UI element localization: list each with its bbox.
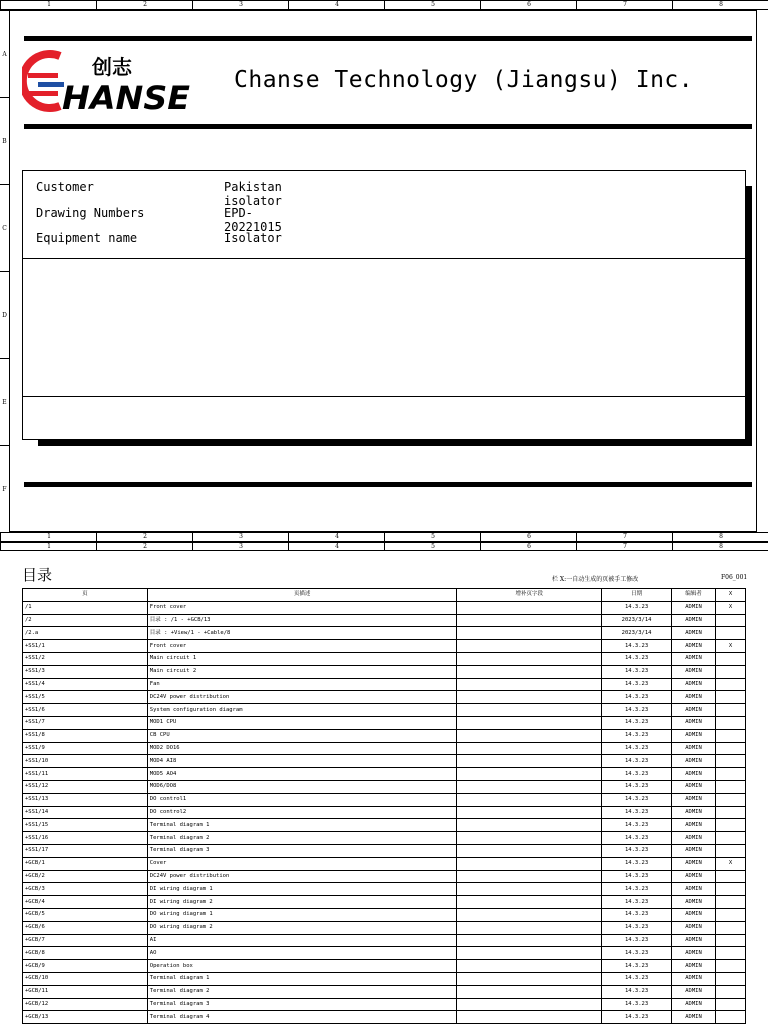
toc-cell: ADMIN (672, 729, 716, 742)
info-divider-2 (23, 396, 745, 397)
toc-cell: 14.3.23 (602, 806, 672, 819)
toc-cell: Terminal diagram 1 (147, 819, 457, 832)
toc-cell: 14.3.23 (602, 883, 672, 896)
customer-value: Pakistan isolator (224, 180, 282, 208)
toc-cell (457, 729, 602, 742)
toc-ruler (0, 542, 768, 551)
ruler-label: 6 (480, 1, 577, 9)
ruler-label: 7 (576, 543, 673, 551)
toc-cell: +GCB/6 (23, 921, 148, 934)
toc-cell (716, 768, 746, 781)
toc-cell (716, 972, 746, 985)
toc-cell: 14.3.23 (602, 896, 672, 909)
toc-cell: MOD6/DO8 (147, 780, 457, 793)
toc-cell: Terminal diagram 2 (147, 985, 457, 998)
toc-cell: +SS1/3 (23, 665, 148, 678)
toc-cell (457, 704, 602, 717)
toc-cell: +GCB/10 (23, 972, 148, 985)
toc-cell: +SS1/16 (23, 832, 148, 845)
top-ruler (0, 0, 768, 10)
toc-cell: ADMIN (672, 857, 716, 870)
toc-cell (716, 908, 746, 921)
toc-sheet (0, 542, 768, 1024)
toc-cell: MOD4 AI8 (147, 755, 457, 768)
toc-row[interactable] (23, 844, 746, 857)
toc-cell (457, 883, 602, 896)
toc-cell (457, 934, 602, 947)
toc-cell: MOD2 DO16 (147, 742, 457, 755)
toc-cell: 目录 : +View/1 - +Cable/8 (147, 627, 457, 640)
toc-cell: 14.3.23 (602, 908, 672, 921)
toc-header-cell: 页描述 (147, 589, 457, 602)
side-ruler-label: E (0, 358, 9, 446)
toc-cell (457, 857, 602, 870)
equipment-value: Isolator (224, 231, 282, 245)
toc-cell: AI (147, 934, 457, 947)
toc-cell (716, 832, 746, 845)
toc-cell (457, 601, 602, 614)
toc-cell: 14.3.23 (602, 755, 672, 768)
toc-cell: Terminal diagram 4 (147, 1011, 457, 1024)
toc-cell: ADMIN (672, 921, 716, 934)
toc-row[interactable] (23, 742, 746, 755)
toc-cell: +GCB/11 (23, 985, 148, 998)
toc-cell: Operation box (147, 960, 457, 973)
toc-row[interactable] (23, 832, 746, 845)
toc-cell: DI wiring diagram 1 (147, 883, 457, 896)
toc-cell: CB CPU (147, 729, 457, 742)
toc-row[interactable] (23, 1011, 746, 1024)
toc-cell: DO control2 (147, 806, 457, 819)
toc-cell: 14.3.23 (602, 716, 672, 729)
toc-cell: ADMIN (672, 883, 716, 896)
toc-cell: ADMIN (672, 793, 716, 806)
toc-cell (457, 806, 602, 819)
toc-cell: X (716, 601, 746, 614)
toc-row[interactable] (23, 716, 746, 729)
equipment-row (36, 231, 282, 245)
toc-cell: ADMIN (672, 908, 716, 921)
toc-row[interactable] (23, 780, 746, 793)
toc-cell (457, 832, 602, 845)
toc-cell: ADMIN (672, 704, 716, 717)
toc-cell: +GCB/3 (23, 883, 148, 896)
toc-cell (457, 640, 602, 653)
toc-cell (457, 652, 602, 665)
toc-cell: Main circuit 1 (147, 652, 457, 665)
toc-cell (457, 665, 602, 678)
top-rule (24, 36, 752, 41)
toc-row[interactable] (23, 985, 746, 998)
ruler-label: 5 (384, 533, 481, 541)
ruler-label: 6 (480, 543, 577, 551)
ruler-label: 8 (672, 533, 768, 541)
toc-cell (716, 883, 746, 896)
toc-row[interactable] (23, 896, 746, 909)
toc-cell: 14.3.23 (602, 947, 672, 960)
ruler-label: 5 (384, 543, 481, 551)
toc-cell: ADMIN (672, 768, 716, 781)
ruler-label: 2 (96, 543, 193, 551)
toc-header-cell: 日期 (602, 589, 672, 602)
toc-row[interactable] (23, 768, 746, 781)
toc-cell: +SS1/2 (23, 652, 148, 665)
toc-cell: +SS1/9 (23, 742, 148, 755)
toc-cell (457, 780, 602, 793)
toc-cell: ADMIN (672, 998, 716, 1011)
toc-row[interactable] (23, 652, 746, 665)
toc-cell: 14.3.23 (602, 832, 672, 845)
toc-cell: Terminal diagram 2 (147, 832, 457, 845)
toc-cell: 14.3.23 (602, 665, 672, 678)
toc-cell (716, 819, 746, 832)
toc-cell: 14.3.23 (602, 985, 672, 998)
toc-cell: ADMIN (672, 614, 716, 627)
customer-label: Customer (36, 180, 94, 194)
logo-chinese: 创志 (92, 55, 132, 79)
toc-cell: Main circuit 2 (147, 665, 457, 678)
toc-cell (716, 921, 746, 934)
toc-cell: DO wiring diagram 2 (147, 921, 457, 934)
toc-cell: 14.3.23 (602, 819, 672, 832)
toc-cell: +SS1/14 (23, 806, 148, 819)
toc-cell: 2023/3/14 (602, 614, 672, 627)
toc-row[interactable] (23, 870, 746, 883)
toc-cell: ADMIN (672, 985, 716, 998)
toc-cell: ADMIN (672, 652, 716, 665)
toc-cell: +GCB/13 (23, 1011, 148, 1024)
ruler-label: 8 (672, 543, 768, 551)
toc-cell: 14.3.23 (602, 742, 672, 755)
toc-row[interactable] (23, 691, 746, 704)
drawing-number-row (36, 206, 282, 234)
toc-cell: ADMIN (672, 742, 716, 755)
toc-cell: ADMIN (672, 678, 716, 691)
toc-cell (716, 934, 746, 947)
toc-cell: +SS1/12 (23, 780, 148, 793)
info-box (22, 170, 746, 440)
toc-cell (457, 908, 602, 921)
toc-row[interactable] (23, 678, 746, 691)
toc-cell (457, 998, 602, 1011)
toc-cell: +SS1/10 (23, 755, 148, 768)
toc-cell: +SS1/4 (23, 678, 148, 691)
toc-cell (716, 896, 746, 909)
toc-cell (457, 768, 602, 781)
toc-row[interactable] (23, 665, 746, 678)
toc-cell: X (716, 640, 746, 653)
toc-cell: DO control1 (147, 793, 457, 806)
toc-cell (716, 691, 746, 704)
equipment-label: Equipment name (36, 231, 138, 245)
ruler-label: 8 (672, 1, 768, 9)
logo-latin: HANSE (62, 79, 191, 114)
toc-cell: ADMIN (672, 934, 716, 947)
ruler-label: 3 (192, 543, 289, 551)
toc-cell: +SS1/7 (23, 716, 148, 729)
toc-row[interactable] (23, 947, 746, 960)
toc-cell: ADMIN (672, 947, 716, 960)
mid-rule (24, 124, 752, 129)
toc-body (23, 601, 746, 1023)
toc-cell (457, 614, 602, 627)
side-ruler-label: C (0, 184, 9, 272)
toc-cell: X (716, 857, 746, 870)
toc-cell: DC24V power distribution (147, 870, 457, 883)
toc-row[interactable] (23, 601, 746, 614)
toc-cell: +SS1/5 (23, 691, 148, 704)
company-name: Chanse Technology (Jiangsu) Inc. (234, 67, 694, 93)
toc-cell: ADMIN (672, 972, 716, 985)
toc-cell: +GCB/2 (23, 870, 148, 883)
toc-cell (716, 998, 746, 1011)
toc-row[interactable] (23, 883, 746, 896)
toc-cell (716, 844, 746, 857)
toc-cell: MOD5 AO4 (147, 768, 457, 781)
toc-cell: ADMIN (672, 960, 716, 973)
toc-cell: +GCB/8 (23, 947, 148, 960)
toc-header-cell: X (716, 589, 746, 602)
toc-cell (457, 960, 602, 973)
toc-cell: 14.3.23 (602, 793, 672, 806)
toc-cell: ADMIN (672, 755, 716, 768)
ruler-label: 7 (576, 533, 673, 541)
toc-row[interactable] (23, 614, 746, 627)
toc-cell: ADMIN (672, 896, 716, 909)
ruler-label: 3 (192, 533, 289, 541)
toc-cell: 14.3.23 (602, 768, 672, 781)
toc-row[interactable] (23, 640, 746, 653)
toc-cell: /1 (23, 601, 148, 614)
toc-cell (716, 665, 746, 678)
ruler-label: 4 (288, 1, 385, 9)
toc-cell: 14.3.23 (602, 601, 672, 614)
toc-row[interactable] (23, 934, 746, 947)
toc-cell: 14.3.23 (602, 691, 672, 704)
toc-cell: +GCB/1 (23, 857, 148, 870)
toc-code: F06_001 (721, 574, 748, 581)
chanse-logo (22, 48, 194, 114)
info-divider-1 (23, 258, 745, 259)
toc-cell: Cover (147, 857, 457, 870)
toc-cell: /2.a (23, 627, 148, 640)
toc-cell (716, 742, 746, 755)
toc-cell: ADMIN (672, 806, 716, 819)
toc-cell (457, 793, 602, 806)
toc-cell (716, 947, 746, 960)
toc-cell (457, 896, 602, 909)
ruler-label: 6 (480, 533, 577, 541)
toc-cell: DI wiring diagram 2 (147, 896, 457, 909)
toc-cell (457, 921, 602, 934)
toc-cell (716, 1011, 746, 1024)
toc-cell: +SS1/8 (23, 729, 148, 742)
toc-cell: 目录 : /1 - +GCB/13 (147, 614, 457, 627)
toc-cell (457, 985, 602, 998)
side-ruler-label: A (0, 10, 9, 98)
toc-cell (457, 819, 602, 832)
toc-cell: DO wiring diagram 1 (147, 908, 457, 921)
toc-row[interactable] (23, 819, 746, 832)
toc-cell: 14.3.23 (602, 921, 672, 934)
toc-cell: +SS1/17 (23, 844, 148, 857)
toc-cell (716, 870, 746, 883)
toc-cell (716, 806, 746, 819)
toc-cell: ADMIN (672, 665, 716, 678)
toc-cell: Terminal diagram 3 (147, 844, 457, 857)
toc-cell (457, 627, 602, 640)
toc-row[interactable] (23, 755, 746, 768)
toc-cell: 14.3.23 (602, 729, 672, 742)
toc-cell: /2 (23, 614, 148, 627)
toc-cell (457, 870, 602, 883)
toc-row[interactable] (23, 972, 746, 985)
toc-table (22, 588, 746, 1024)
toc-cell: ADMIN (672, 1011, 716, 1024)
toc-cell (716, 985, 746, 998)
toc-cell: 14.3.23 (602, 960, 672, 973)
toc-cell: 14.3.23 (602, 652, 672, 665)
ruler-label: 5 (384, 1, 481, 9)
toc-cell: 14.3.23 (602, 857, 672, 870)
toc-cell: 14.3.23 (602, 998, 672, 1011)
toc-cell: +SS1/1 (23, 640, 148, 653)
toc-cell (716, 614, 746, 627)
toc-cell (716, 652, 746, 665)
toc-cell: 14.3.23 (602, 972, 672, 985)
toc-row[interactable] (23, 857, 746, 870)
toc-cell: +GCB/12 (23, 998, 148, 1011)
toc-cell: ADMIN (672, 819, 716, 832)
toc-header-row (23, 589, 746, 602)
toc-row[interactable] (23, 627, 746, 640)
ruler-label: 4 (288, 543, 385, 551)
toc-row[interactable] (23, 704, 746, 717)
customer-row (36, 180, 282, 208)
toc-cell: +SS1/6 (23, 704, 148, 717)
ruler-label: 7 (576, 1, 673, 9)
toc-cell (457, 742, 602, 755)
drawing-number-label: Drawing Numbers (36, 206, 145, 220)
toc-cell (457, 716, 602, 729)
side-ruler-label: F (0, 445, 9, 533)
ruler-label: 4 (288, 533, 385, 541)
ruler-label: 3 (192, 1, 289, 9)
toc-row[interactable] (23, 806, 746, 819)
toc-cell (457, 947, 602, 960)
toc-cell (457, 844, 602, 857)
toc-cell (716, 729, 746, 742)
toc-cell: ADMIN (672, 640, 716, 653)
drawing-number-value: EPD-20221015 (224, 206, 282, 234)
ruler-label: 1 (0, 543, 97, 551)
toc-cell: 14.3.23 (602, 780, 672, 793)
bottom-ruler (0, 532, 768, 542)
toc-cell: AO (147, 947, 457, 960)
toc-header-cell: 编辑者 (672, 589, 716, 602)
toc-cell (457, 691, 602, 704)
toc-cell: ADMIN (672, 691, 716, 704)
toc-row[interactable] (23, 960, 746, 973)
toc-cell: +SS1/11 (23, 768, 148, 781)
toc-cell: +GCB/4 (23, 896, 148, 909)
toc-cell: ADMIN (672, 844, 716, 857)
toc-cell: Front cover (147, 601, 457, 614)
toc-cell (716, 960, 746, 973)
toc-cell: +SS1/13 (23, 793, 148, 806)
toc-cell (457, 678, 602, 691)
toc-cell: Fan (147, 678, 457, 691)
toc-cell (716, 678, 746, 691)
toc-cell: 14.3.23 (602, 678, 672, 691)
toc-cell (716, 627, 746, 640)
toc-cell (457, 755, 602, 768)
toc-cell (716, 704, 746, 717)
toc-cell (716, 780, 746, 793)
toc-cell (716, 716, 746, 729)
toc-cell: ADMIN (672, 832, 716, 845)
toc-row[interactable] (23, 908, 746, 921)
toc-cell: System configuration diagram (147, 704, 457, 717)
ruler-label: 1 (0, 1, 97, 9)
toc-cell: 2023/3/14 (602, 627, 672, 640)
side-ruler-label: B (0, 97, 9, 185)
toc-cell: Front cover (147, 640, 457, 653)
toc-cell: +SS1/15 (23, 819, 148, 832)
toc-header-cell: 页 (23, 589, 148, 602)
toc-cell: 14.3.23 (602, 640, 672, 653)
toc-cell: ADMIN (672, 716, 716, 729)
ruler-label: 1 (0, 533, 97, 541)
toc-cell: ADMIN (672, 780, 716, 793)
toc-cell: 14.3.23 (602, 704, 672, 717)
toc-cell: ADMIN (672, 627, 716, 640)
toc-header-cell: 增补页字段 (457, 589, 602, 602)
toc-cell: 14.3.23 (602, 1011, 672, 1024)
toc-cell: 14.3.23 (602, 934, 672, 947)
toc-cell (716, 755, 746, 768)
ruler-label: 2 (96, 533, 193, 541)
toc-cell: +GCB/5 (23, 908, 148, 921)
toc-cell (716, 793, 746, 806)
toc-cell: +GCB/7 (23, 934, 148, 947)
side-ruler-label: D (0, 271, 9, 359)
toc-note: 栏 X:一自动生成的页被手工修改 (552, 576, 639, 583)
toc-cell (457, 1011, 602, 1024)
toc-cell: MOD1 CPU (147, 716, 457, 729)
toc-row[interactable] (23, 998, 746, 1011)
toc-cell: 14.3.23 (602, 870, 672, 883)
toc-cell: Terminal diagram 1 (147, 972, 457, 985)
toc-cell: Terminal diagram 3 (147, 998, 457, 1011)
toc-title: 目录 (22, 566, 53, 584)
toc-cell: +GCB/9 (23, 960, 148, 973)
toc-row[interactable] (23, 921, 746, 934)
bottom-rule (24, 482, 752, 487)
toc-cell: 14.3.23 (602, 844, 672, 857)
ruler-label: 2 (96, 1, 193, 9)
toc-row[interactable] (23, 793, 746, 806)
toc-cell: ADMIN (672, 870, 716, 883)
toc-cell: DC24V power distribution (147, 691, 457, 704)
toc-cell: ADMIN (672, 601, 716, 614)
toc-cell (457, 972, 602, 985)
toc-row[interactable] (23, 729, 746, 742)
